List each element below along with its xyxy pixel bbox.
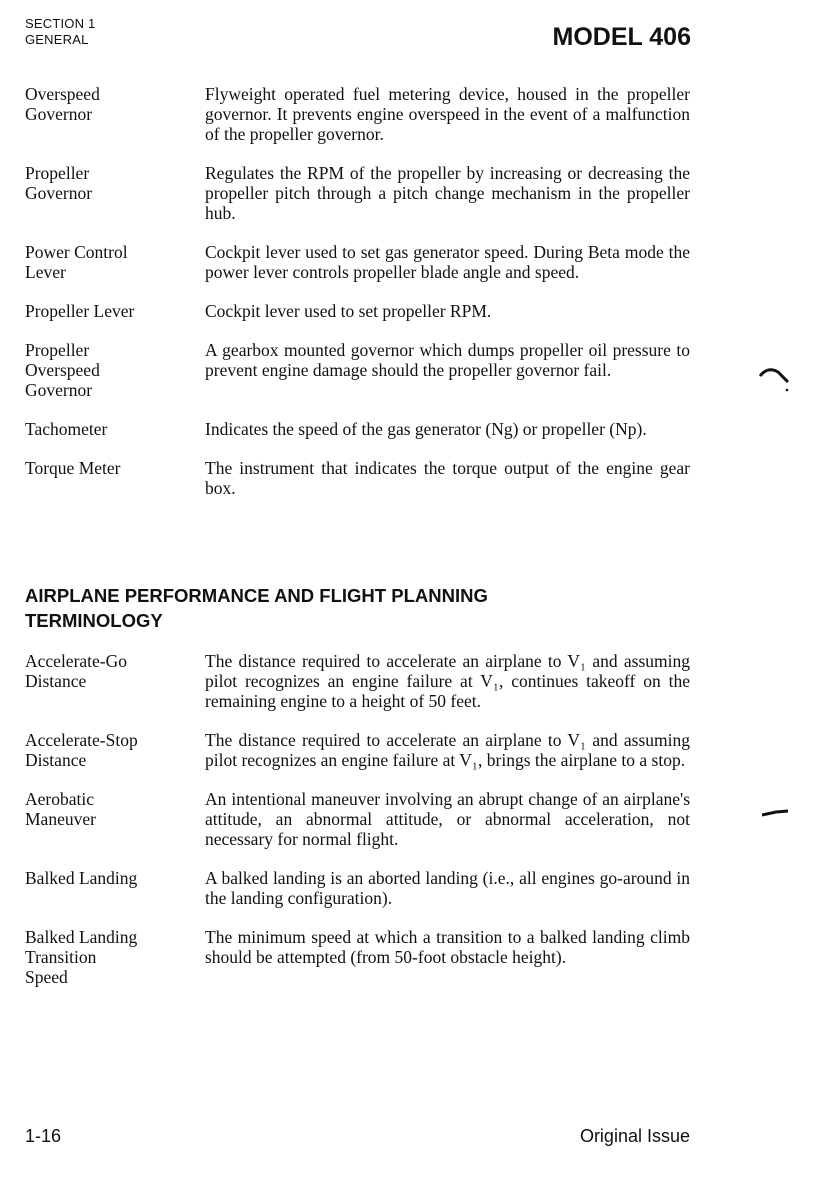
margin-mark-top	[758, 364, 792, 394]
section-heading-line2: TERMINOLOGY	[25, 610, 163, 631]
issue-label: Original Issue	[579, 1126, 690, 1146]
term-name-line: Balked Landing	[25, 868, 138, 888]
term-name-line: Overspeed	[25, 360, 100, 380]
term-definition: Flyweight operated fuel metering device, housed in the propeller governor. It prevents engine overspeed in the event of a malfunction of the propeller governor.	[205, 84, 690, 144]
term-definition: An intentional maneuver involving an abrupt change of an airplane's attitude, an abnormal attitude, or abnormal acceleration, not necessary for normal flight.	[205, 789, 690, 849]
term-name-line: Governor	[25, 380, 93, 400]
term-name-line: Governor	[25, 183, 93, 203]
performance-terms-list	[25, 651, 690, 987]
term-name-line: Propeller Lever	[25, 301, 135, 321]
engine-terms-list	[25, 84, 690, 498]
section-title: GENERAL	[25, 32, 89, 47]
term-name-line: Transition	[25, 947, 97, 967]
term-definition: Indicates the speed of the gas generator (Ng) or propeller (Np).	[205, 419, 647, 439]
term-name-line: Accelerate-Go	[25, 651, 128, 671]
page-footer	[25, 1126, 690, 1152]
term-definition: A gearbox mounted governor which dumps propeller oil pressure to prevent engine damage should the propeller governor fail.	[205, 340, 690, 380]
term-row	[25, 242, 690, 282]
term-definition: Regulates the RPM of the propeller by increasing or decreasing the propeller pitch through a pitch change mechanism in the propeller hub.	[205, 163, 690, 223]
term-name	[25, 868, 205, 908]
term-name-line: Speed	[25, 967, 68, 987]
term-name	[25, 789, 205, 849]
term-row	[25, 163, 690, 223]
term-name-line: Propeller	[25, 163, 90, 183]
term-name	[25, 927, 205, 987]
section-number: SECTION 1	[25, 16, 96, 31]
term-name-line: Distance	[25, 750, 87, 770]
term-row	[25, 651, 690, 711]
term-name-line: Power Control	[25, 242, 128, 262]
term-name-line: Distance	[25, 671, 87, 691]
term-name	[25, 242, 205, 282]
term-definition: Cockpit lever used to set gas generator speed. During Beta mode the power lever controls propeller blade angle and speed.	[205, 242, 690, 282]
term-definition: Cockpit lever used to set propeller RPM.	[205, 301, 492, 321]
term-name-line: Torque Meter	[25, 458, 121, 478]
term-name	[25, 651, 205, 711]
term-row	[25, 927, 690, 987]
term-row	[25, 301, 690, 321]
term-name	[25, 419, 205, 439]
term-name-line: Balked Landing	[25, 927, 138, 947]
term-row	[25, 458, 690, 498]
term-name-line: Propeller	[25, 340, 90, 360]
term-definition: A balked landing is an aborted landing (i.e., all engines go-around in the landing configuration).	[205, 868, 690, 908]
term-row	[25, 419, 690, 439]
term-definition: The distance required to accelerate an airplane to V₁ and assuming pilot recognizes an engine failure at V₁, brings the airplane to a stop.	[205, 730, 690, 770]
term-row	[25, 789, 690, 849]
model-title: MODEL 406	[552, 23, 691, 51]
page-number: 1-16	[25, 1126, 62, 1146]
term-name-line: Aerobatic	[25, 789, 94, 809]
term-name	[25, 730, 205, 770]
term-definition: The minimum speed at which a transition to a balked landing climb should be attempted (from 50-foot obstacle height).	[205, 927, 690, 967]
term-name-line: Maneuver	[25, 809, 96, 829]
term-definition: The instrument that indicates the torque output of the engine gear box.	[205, 458, 690, 498]
section-label	[25, 16, 95, 48]
term-row	[25, 340, 690, 400]
term-row	[25, 730, 690, 770]
term-name	[25, 340, 205, 400]
term-row	[25, 84, 690, 144]
margin-mark-bottom	[760, 806, 792, 820]
page-header	[25, 14, 691, 56]
term-name	[25, 163, 205, 223]
term-name	[25, 458, 205, 498]
term-name-line: Lever	[25, 262, 66, 282]
term-row	[25, 868, 690, 908]
term-name	[25, 84, 205, 144]
section-heading	[25, 583, 665, 633]
term-name-line: Overspeed	[25, 84, 100, 104]
term-name	[25, 301, 205, 321]
section-heading-line1: AIRPLANE PERFORMANCE AND FLIGHT PLANNING	[25, 585, 488, 606]
term-name-line: Tachometer	[25, 419, 108, 439]
term-name-line: Accelerate-Stop	[25, 730, 138, 750]
term-name-line: Governor	[25, 104, 93, 124]
term-definition: The distance required to accelerate an airplane to V₁ and assuming pilot recognizes an engine failure at V₁, continues takeoff on the remaining engine to a height of 50 feet.	[205, 651, 690, 711]
